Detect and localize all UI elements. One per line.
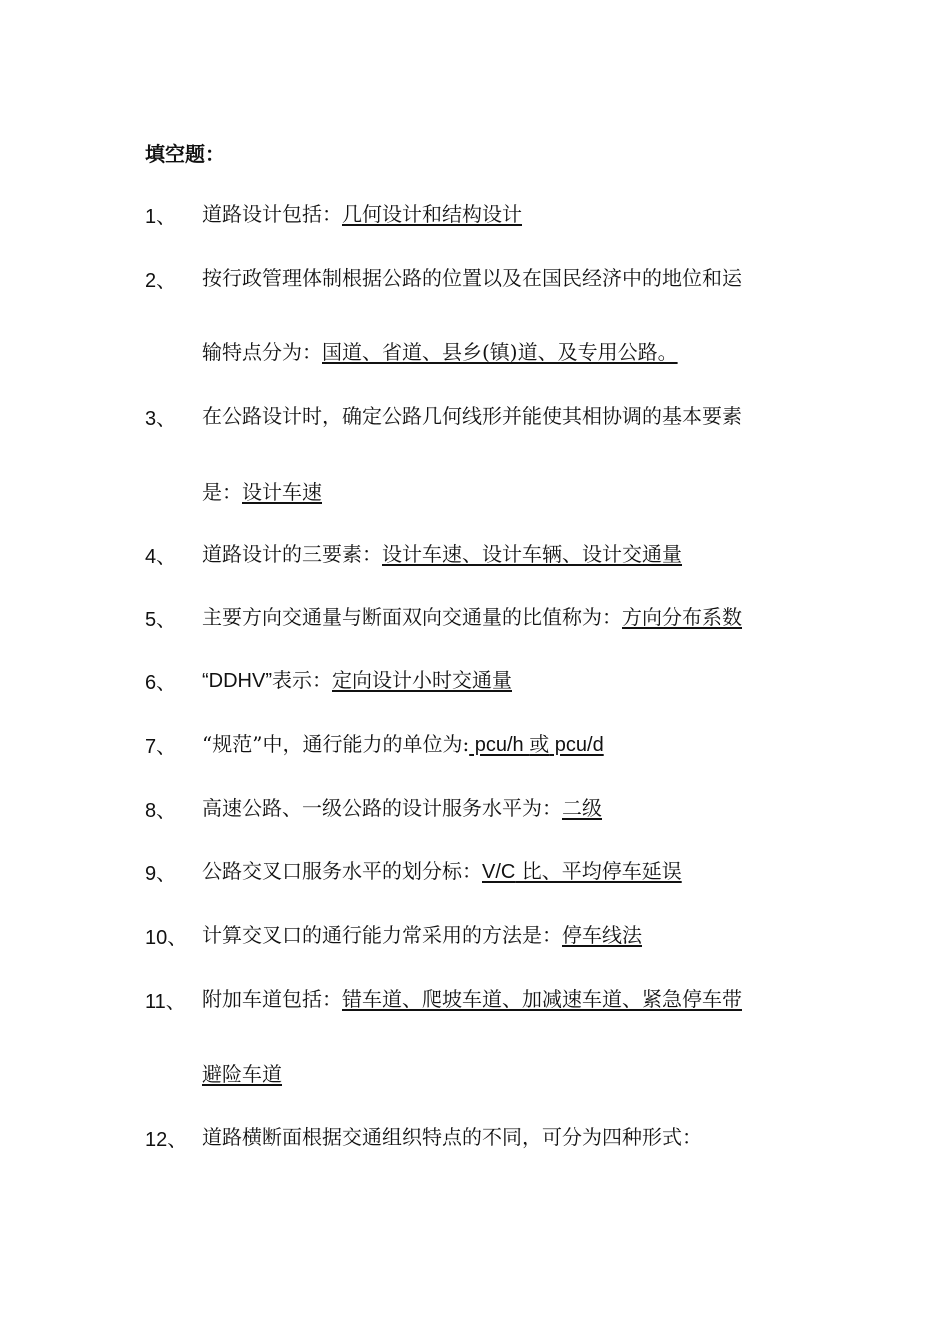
answer-text: 定向设计小时交通量 (332, 668, 512, 692)
question-line (202, 603, 742, 631)
item-number: 1、 (145, 206, 177, 228)
answer-text: pcu/h (469, 734, 530, 756)
item-number: 3、 (145, 408, 177, 430)
answer-text: 停车线法 (562, 923, 642, 947)
answer-text: 设计车速 (242, 480, 322, 504)
question-text: 道路横断面根据交通组织特点的不同，可分为四种形式： (202, 1125, 702, 1149)
question-line (202, 478, 322, 506)
item-number: 8、 (145, 800, 177, 822)
item-number: 2、 (145, 270, 177, 292)
question-text: 道路设计的三要素： (202, 542, 382, 566)
item-number: 10、 (145, 927, 188, 949)
question-line (202, 794, 602, 822)
question-line (202, 730, 604, 759)
item-number: 4、 (145, 546, 177, 568)
question-text: 计算交叉口的通行能力常采用的方法是： (202, 923, 562, 947)
answer-text: 或 (529, 732, 550, 756)
question-line (202, 1060, 282, 1088)
question-text: “规范”中，通行能力的单位为: (202, 732, 470, 756)
answer-text: 几何设计和结构设计 (342, 202, 522, 226)
question-line (202, 540, 682, 568)
question-line (202, 985, 742, 1013)
question-line (202, 1123, 702, 1151)
answer-text: 错车道、爬坡车道、加减速车道、紧急停车带 (342, 987, 742, 1011)
question-text: 输特点分为： (202, 340, 322, 364)
question-line (202, 200, 522, 228)
question-text: 高速公路、一级公路的设计服务水平为： (202, 796, 562, 820)
question-line (202, 264, 742, 292)
question-text: 主要方向交通量与断面双向交通量的比值称为： (202, 605, 622, 629)
question-text: 在公路设计时，确定公路几何线形并能使其相协调的基本要素 (202, 404, 742, 428)
question-text: “DDHV” (202, 670, 272, 692)
question-text: 是： (202, 480, 242, 504)
section-heading: 填空题： (145, 142, 225, 166)
item-number: 5、 (145, 609, 177, 631)
answer-text: pcu/d (549, 734, 604, 756)
question-text: 表示： (272, 668, 332, 692)
item-number: 7、 (145, 736, 177, 758)
question-text: 附加车道包括： (202, 987, 342, 1011)
question-line (202, 921, 642, 949)
answer-text: 设计车速、设计车辆、设计交通量 (382, 542, 682, 566)
answer-text: V/C (482, 861, 516, 883)
item-number: 6、 (145, 672, 177, 694)
answer-text: 二级 (562, 796, 602, 820)
question-line (202, 338, 678, 366)
item-number: 9、 (145, 863, 177, 885)
answer-text: 国道、省道、县乡(镇)道、及专用公路。 (322, 340, 678, 364)
question-text: 道路设计包括： (202, 202, 342, 226)
question-line (202, 402, 742, 430)
item-number: 12、 (145, 1129, 188, 1151)
answer-text: 比、平均停车延误 (515, 859, 682, 883)
item-number: 11、 (145, 991, 186, 1013)
question-line (202, 857, 682, 886)
answer-text: 避险车道 (202, 1062, 282, 1086)
question-text: 按行政管理体制根据公路的位置以及在国民经济中的地位和运 (202, 266, 742, 290)
answer-text: 方向分布系数 (622, 605, 742, 629)
question-line (202, 666, 512, 695)
question-text: 公路交叉口服务水平的划分标： (202, 859, 482, 883)
